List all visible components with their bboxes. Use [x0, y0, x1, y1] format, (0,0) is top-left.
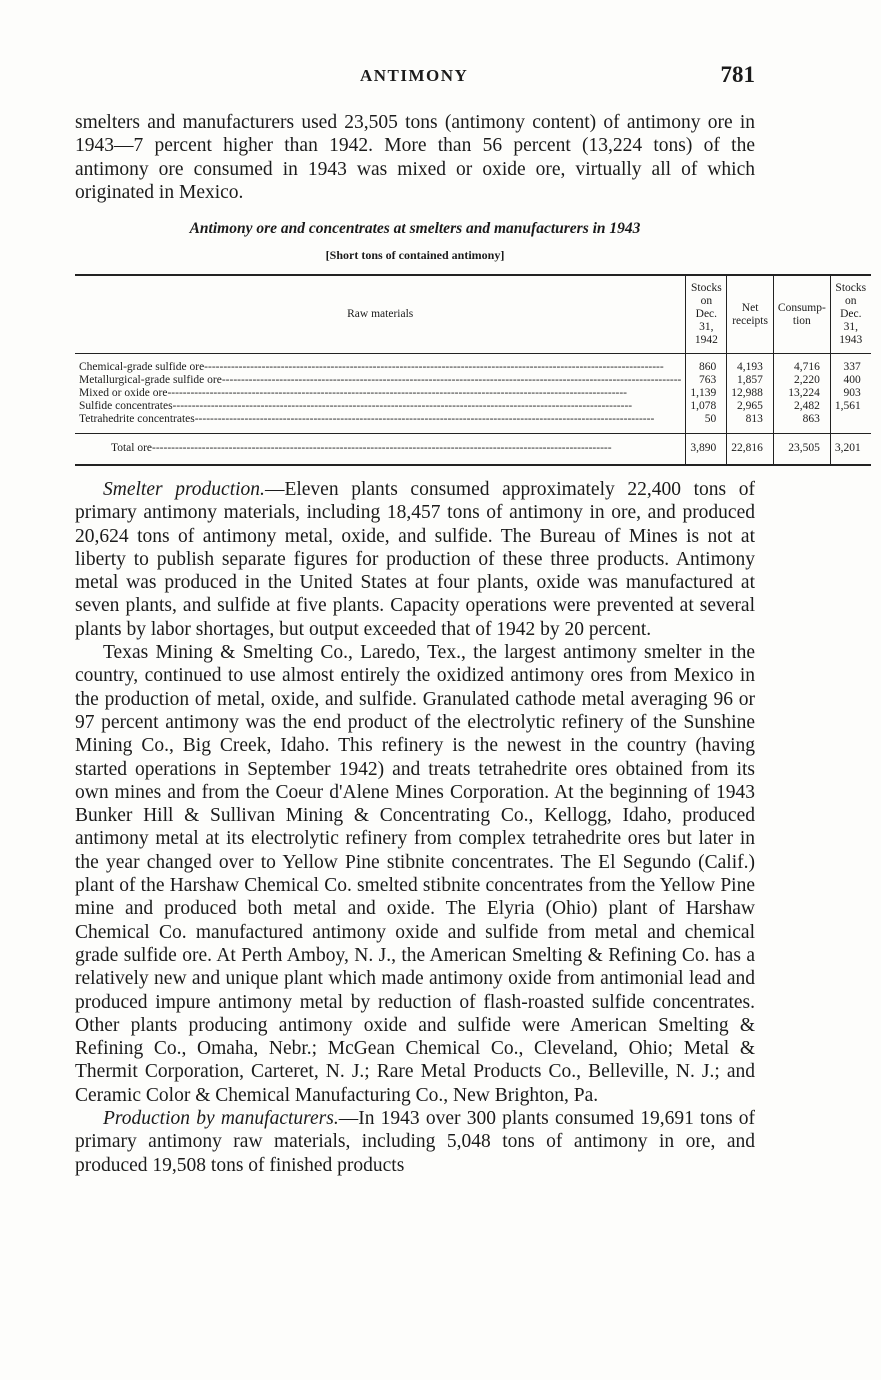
table-total-row [75, 434, 871, 466]
table-row [75, 400, 871, 413]
cell-value: 903 [830, 387, 870, 400]
cell-value: 1,078 [686, 400, 727, 413]
cell-value: 4,716 [773, 361, 830, 374]
page-header [75, 62, 755, 94]
cell-value: 860 [686, 361, 727, 374]
column-header-consumption: Consump-tion [773, 275, 830, 354]
total-value: 22,816 [727, 434, 774, 466]
cell-value: 2,482 [773, 400, 830, 413]
table-row [75, 361, 871, 374]
cell-value [830, 413, 870, 426]
smelter-production-paragraph [75, 478, 755, 641]
cell-value: 813 [727, 413, 774, 426]
cell-value: 1,561 [830, 400, 870, 413]
manufacturers-text: —In 1943 over 300 plants consumed 19,691 tons of primary antimony raw materials, including 5,048 tons of antimony in ore, and produced 19,508 tons of finished products [75, 1108, 755, 1176]
intro-text: smelters and manufacturers used 23,505 tons (antimony content) of antimony ore in 1943—7 percent higher than 1942. More than 56 percent (13,224 tons) of the antimony ore consumed in 1943 was mixed or oxide ore, virtually all of which originated in Mexico. [75, 112, 755, 203]
column-header-stocks-1943: Stocks on Dec. 31, 1943 [830, 275, 870, 354]
cell-value: 1,857 [727, 374, 774, 387]
total-value: 3,890 [686, 434, 727, 466]
manufacturers-heading: Production by manufacturers. [103, 1108, 339, 1130]
data-table [75, 274, 871, 466]
table-row [75, 413, 871, 426]
column-header-raw-materials: Raw materials [75, 275, 686, 354]
table-row [75, 374, 871, 387]
row-label: Tetrahedrite concentrates------------------------------------------------------------------------------------------------------------------------ [79, 413, 655, 425]
cell-value: 1,139 [686, 387, 727, 400]
manufacturers-paragraph [75, 1107, 755, 1177]
cell-value: 863 [773, 413, 830, 426]
row-label: Sulfide concentrates------------------------------------------------------------------------------------------------------------------------ [79, 400, 633, 412]
table-header-row [75, 275, 871, 354]
body-text [75, 478, 755, 1177]
total-value: 3,201 [830, 434, 870, 466]
row-label: Chemical-grade sulfide ore------------------------------------------------------------------------------------------------------------------------ [79, 361, 664, 373]
texas-mining-paragraph: Texas Mining & Smelting Co., Laredo, Tex., the largest antimony smelter in the country, continued to use almost entirely the oxidized antimony ores from Mexico in the production of metal, oxide, and sulfide. Granulated cathode metal averaging 96 or 97 percent antimony was the end product of the electrolytic refinery of the Sunshine Mining Co., Big Creek, Idaho. This refinery is the newest in the country (having started operations in September 1942) and treats tetrahedrite ores obtained from its own mines and from the Coeur d'Alene Mines Corporation. At the beginning of 1943 Bunker Hill & Sullivan Mining & Concentrating Co., Kellogg, Idaho, produced antimony metal at its electrolytic refinery from complex tetrahedrite ores but later in the year changed over to Yellow Pine stibnite concentrates. The El Segundo (Calif.) plant of the Harshaw Chemical Co. smelted stibnite concentrates from the Yellow Pine mine and produced both metal and oxide. The Elyria (Ohio) plant of Harshaw Chemical Co. manufactured antimony oxide and sulfide from metal and chemical grade sulfide ore. At Perth Amboy, N. J., the American Smelting & Refining Co. has a relatively new and unique plant which made antimony oxide from antimonial lead and produced impure antimony metal by reduction of flash-roasted sulfide concentrates. Other plants producing antimony oxide and sulfide were American Smelting & Refining Co., Omaha, Nebr.; McGean Chemical Co., Cleveland, Ohio; Metal & Thermit Corporation, Carteret, N. J.; Rare Metal Products Co., Belleville, N. J.; and Ceramic Color & Chemical Manufacturing Co., New Brighton, Pa. [75, 642, 755, 1106]
intro-paragraph [75, 111, 755, 204]
cell-value: 2,220 [773, 374, 830, 387]
row-label: Mixed or oxide ore------------------------------------------------------------------------------------------------------------------------ [79, 387, 628, 399]
running-title: ANTIMONY [360, 66, 469, 85]
cell-value: 50 [686, 413, 727, 426]
cell-value: 12,988 [727, 387, 774, 400]
total-value: 23,505 [773, 434, 830, 466]
cell-value: 763 [686, 374, 727, 387]
total-label: Total ore------------------------------------------------------------------------------------------------------------------------ [75, 434, 686, 466]
cell-value: 13,224 [773, 387, 830, 400]
antimony-ore-table [75, 274, 867, 466]
cell-value: 2,965 [727, 400, 774, 413]
row-label: Metallurgical-grade sulfide ore------------------------------------------------------------------------------------------------------------------------ [79, 374, 682, 386]
cell-value: 337 [830, 361, 870, 374]
smelter-production-heading: Smelter production. [103, 479, 265, 500]
page-number: 781 [720, 62, 755, 87]
table-row [75, 387, 871, 400]
cell-value: 4,193 [727, 361, 774, 374]
column-header-net-receipts: Net receipts [727, 275, 774, 354]
table-caption: Antimony ore and concentrates at smelters and manufacturers in 1943 [189, 220, 641, 237]
cell-value: 400 [830, 374, 870, 387]
smelter-production-text: —Eleven plants consumed approximately 22,400 tons of primary antimony materials, including 18,457 tons of antimony in ore, and produced 20,624 tons of antimony metal, oxide, and sulfide. The Bureau of Mines is not at liberty to publish separate figures for production of these three products. Antimony metal was produced in the United States at four plants, oxide was manufactured at seven plants, and sulfide at five plants. Capacity operations were prevented at several plants by labor shortages, but output exceeded that of 1942 by 20 percent. [75, 479, 756, 640]
table-subcaption: [Short tons of contained antimony] [325, 248, 505, 262]
column-header-stocks-1942: Stocks on Dec. 31, 1942 [686, 275, 727, 354]
